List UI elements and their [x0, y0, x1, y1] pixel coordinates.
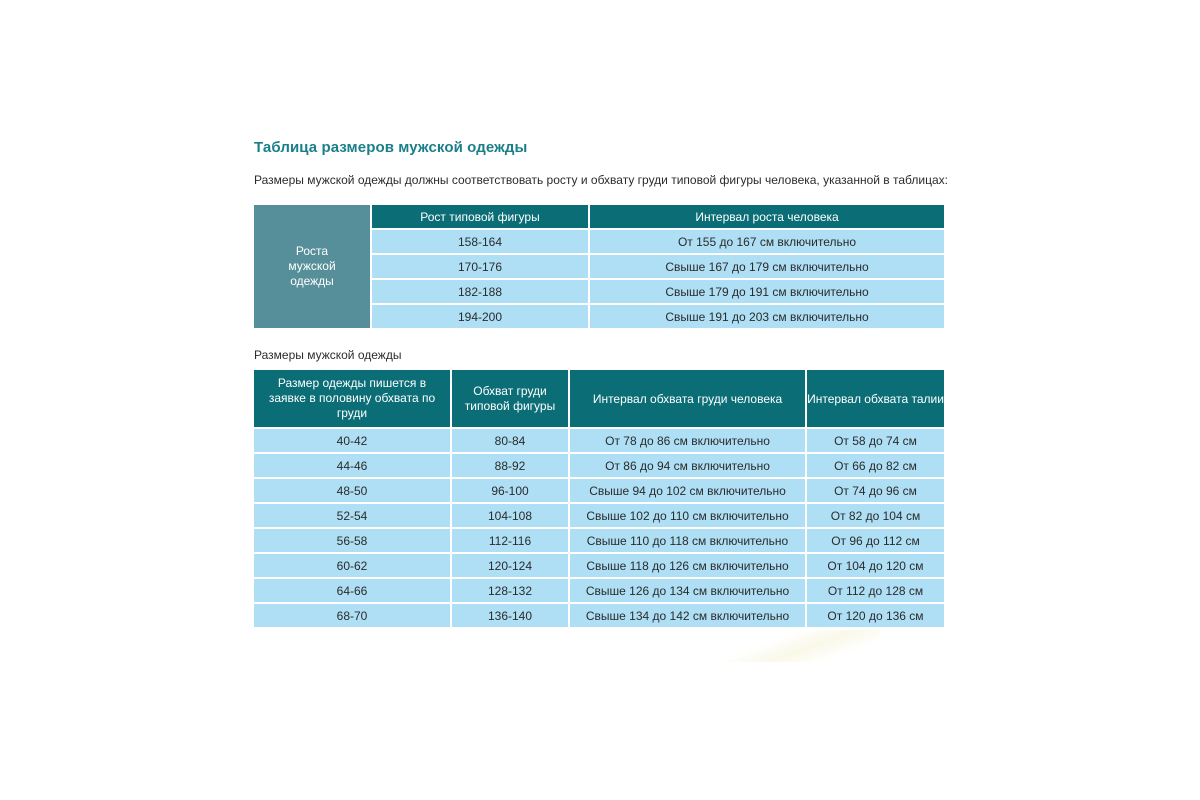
height-table-header-row	[254, 205, 944, 228]
intro-text: Размеры мужской одежды должны соответствовать росту и обхвату груди типовой фигуры человека, указанной в таблицах:	[254, 173, 948, 187]
chest-interval-cell: Свыше 110 до 118 см включительно	[570, 529, 805, 552]
waist-interval-cell: От 96 до 112 см	[807, 529, 944, 552]
size-table-caption: Размеры мужской одежды	[254, 348, 402, 362]
height-interval-cell: Свыше 191 до 203 см включительно	[590, 305, 944, 328]
page-title: Таблица размеров мужской одежды	[254, 139, 528, 156]
height-cell: 194-200	[372, 305, 588, 328]
height-side-label: Роста мужской одежды	[254, 205, 370, 328]
waist-interval-cell: От 104 до 120 см	[807, 554, 944, 577]
size-table	[252, 368, 946, 629]
chest-figure-cell: 80-84	[452, 429, 568, 452]
height-interval-cell: Свыше 167 до 179 см включительно	[590, 255, 944, 278]
height-cell: 158-164	[372, 230, 588, 253]
waist-interval-cell: От 112 до 128 см	[807, 579, 944, 602]
background-decoration	[690, 630, 880, 662]
size-cell: 68-70	[254, 604, 450, 627]
size-cell: 56-58	[254, 529, 450, 552]
chest-interval-cell: От 78 до 86 см включительно	[570, 429, 805, 452]
height-interval-cell: Свыше 179 до 191 см включительно	[590, 280, 944, 303]
waist-interval-cell: От 58 до 74 см	[807, 429, 944, 452]
chest-figure-cell: 112-116	[452, 529, 568, 552]
chest-figure-cell: 120-124	[452, 554, 568, 577]
height-header-figure: Рост типовой фигуры	[372, 205, 588, 228]
chest-interval-cell: От 86 до 94 см включительно	[570, 454, 805, 477]
size-header-size: Размер одежды пишется в заявке в половину обхвата по груди	[254, 370, 450, 427]
table-row	[254, 429, 944, 452]
waist-interval-cell: От 82 до 104 см	[807, 504, 944, 527]
waist-interval-cell: От 66 до 82 см	[807, 454, 944, 477]
chest-figure-cell: 88-92	[452, 454, 568, 477]
size-header-chest-interval: Интервал обхвата груди человека	[570, 370, 805, 427]
size-cell: 48-50	[254, 479, 450, 502]
table-row	[254, 579, 944, 602]
size-cell: 52-54	[254, 504, 450, 527]
size-cell: 64-66	[254, 579, 450, 602]
chest-figure-cell: 136-140	[452, 604, 568, 627]
height-cell: 170-176	[372, 255, 588, 278]
table-row	[254, 504, 944, 527]
chest-figure-cell: 128-132	[452, 579, 568, 602]
height-table	[252, 203, 946, 330]
table-row	[254, 554, 944, 577]
chest-interval-cell: Свыше 134 до 142 см включительно	[570, 604, 805, 627]
waist-interval-cell: От 74 до 96 см	[807, 479, 944, 502]
height-header-interval: Интервал роста человека	[590, 205, 944, 228]
size-header-waist-interval: Интервал обхвата талии	[807, 370, 944, 427]
height-cell: 182-188	[372, 280, 588, 303]
chest-interval-cell: Свыше 118 до 126 см включительно	[570, 554, 805, 577]
size-table-header-row	[254, 370, 944, 427]
table-row	[254, 454, 944, 477]
size-cell: 40-42	[254, 429, 450, 452]
height-interval-cell: От 155 до 167 см включительно	[590, 230, 944, 253]
table-row	[254, 479, 944, 502]
chest-figure-cell: 96-100	[452, 479, 568, 502]
size-cell: 60-62	[254, 554, 450, 577]
chest-interval-cell: Свыше 94 до 102 см включительно	[570, 479, 805, 502]
table-row	[254, 604, 944, 627]
chest-interval-cell: Свыше 126 до 134 см включительно	[570, 579, 805, 602]
waist-interval-cell: От 120 до 136 см	[807, 604, 944, 627]
chest-interval-cell: Свыше 102 до 110 см включительно	[570, 504, 805, 527]
chest-figure-cell: 104-108	[452, 504, 568, 527]
table-row	[254, 529, 944, 552]
size-cell: 44-46	[254, 454, 450, 477]
size-header-chest-figure: Обхват груди типовой фигуры	[452, 370, 568, 427]
